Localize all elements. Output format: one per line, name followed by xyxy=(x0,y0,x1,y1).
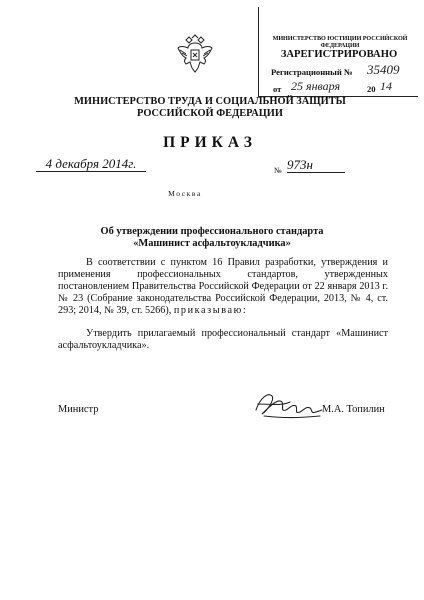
order-title xyxy=(70,226,354,250)
document-number: 973н xyxy=(287,157,345,173)
body-paragraph-2: Утвердить прилагаемый профессиональный стандарт «Машинист асфальтоукладчика». xyxy=(58,328,388,351)
ministry-name-line-2: РОССИЙСКОЙ ФЕДЕРАЦИИ xyxy=(137,108,283,119)
registration-stamp xyxy=(258,7,418,97)
order-title-line-2: «Машинист асфальтоукладчика» xyxy=(133,238,291,249)
stamp-regno-label: Регистрационный № xyxy=(271,67,353,77)
stamp-regno-value: 35409 xyxy=(367,62,400,77)
coat-of-arms-icon xyxy=(176,34,214,76)
stamp-from-label: от xyxy=(273,84,282,94)
ministry-name xyxy=(60,96,360,120)
stamp-year-suffix: 20 xyxy=(367,84,376,94)
ministry-name-line-1: МИНИСТЕРСТВО ТРУДА И СОЦИАЛЬНОЙ ЗАЩИТЫ xyxy=(74,96,346,107)
stamp-ministry: МИНИСТЕРСТВО ЮСТИЦИИ РОССИЙСКОЙ ФЕДЕРАЦИИ xyxy=(272,35,408,49)
signatory-title: Министр xyxy=(58,404,99,415)
stamp-year-value: 14 xyxy=(380,79,392,93)
document-date: 4 декабря 2014г. xyxy=(36,156,146,172)
order-title-line-1: Об утверждении профессионального стандарта xyxy=(100,226,324,237)
stamp-registered: ЗАРЕГИСТРИРОВАНО xyxy=(280,49,398,60)
body-paragraph-1 xyxy=(58,257,388,317)
stamp-date-value: 25 января xyxy=(291,79,341,93)
city: Москва xyxy=(168,189,202,198)
signatory-name: М.А. Топилин xyxy=(322,404,385,415)
number-sign: № xyxy=(274,166,282,175)
order-command: приказываю: xyxy=(173,305,248,316)
handwritten-signature xyxy=(250,388,326,424)
document-type: ПРИКАЗ xyxy=(163,134,257,151)
body-paragraph-1-text: В соответствии с пунктом 16 Правил разработки, утверждения и применения профессиональных стандартов, утвержденных постановлением Правительства Российской Федерации от 22 января 2013 г. № 23 (Собрание законодательства Российской Федерации, 2013, № 4, ст. 293; 2014, № 39, ст. 5266), xyxy=(58,257,388,316)
